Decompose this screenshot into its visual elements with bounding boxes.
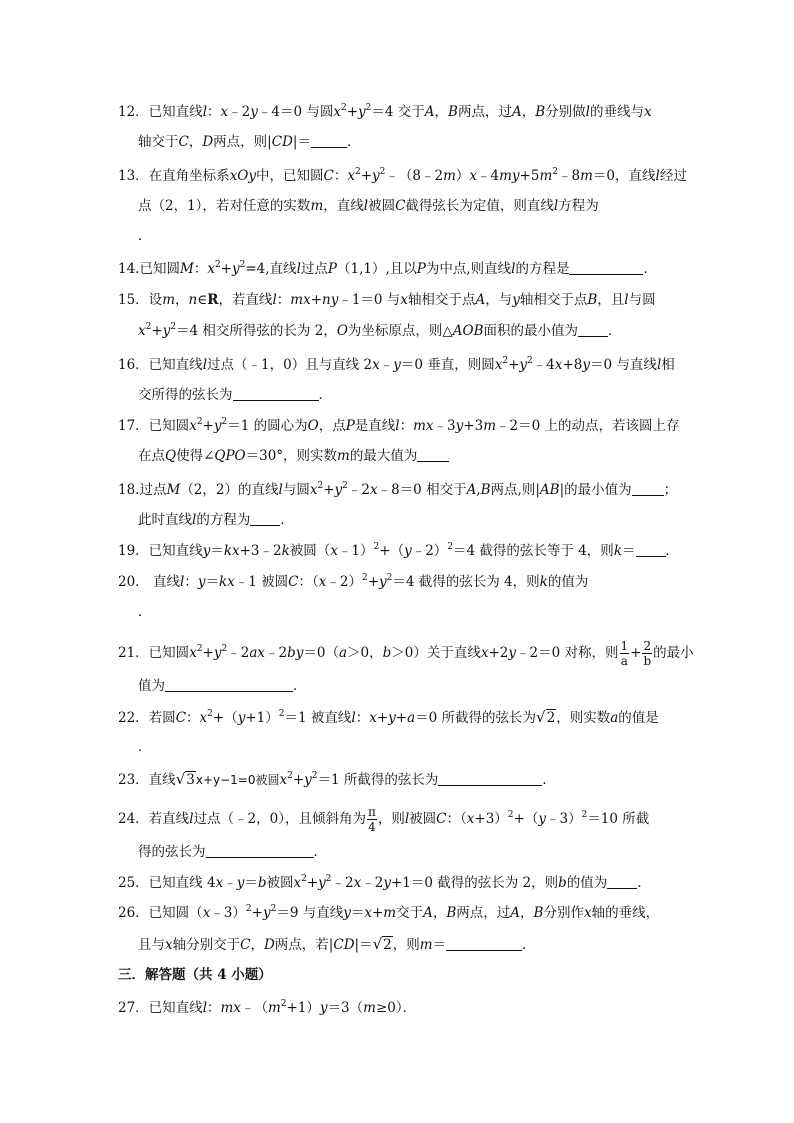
question-12-line-2: 轴交于C，D两点，则|CD|＝ ． xyxy=(138,134,361,150)
question-22-line-2: ． xyxy=(138,739,152,755)
fraction-1-over-a: $\frac{1}{a}$ xyxy=(620,639,629,668)
question-20-line-2: ． xyxy=(138,604,152,620)
question-18-line-2: 此时直线l的方程为 ． xyxy=(138,512,294,528)
question-13-line-2: 点（2，1），若对任意的实数m，直线l被圆C截得弦长为定值，则直线l方程为 xyxy=(138,198,599,214)
question-12-line-1: 12．已知直线l：x﹣2y﹣4＝0 与圆$x^2+y^2=4$ 交于A，B两点，过A，B分别做l的垂线与x xyxy=(118,103,652,120)
answer-blank xyxy=(446,937,522,951)
answer-blank xyxy=(233,387,319,401)
answer-blank xyxy=(438,772,542,786)
answer-blank xyxy=(607,875,637,889)
answer-blank xyxy=(250,512,280,526)
question-21-line-2: 值为 ． xyxy=(138,678,307,694)
question-15-line-2: $x^2+y^2=4$ 相交所得弦的长为 2，O为坐标原点，则△AOB面积的最小值为 ． xyxy=(138,322,622,339)
question-16-line-2: 交所得的弦长为 ． xyxy=(138,387,332,403)
question-27-line-1: 27．已知直线l：$mx﹣(m^2+1)y=3(m\ge 0)$． xyxy=(118,999,417,1016)
question-26-line-1: 26．已知圆$(x﹣3)^2+y^2=9$ 与直线y＝x+m交于A，B两点，过A，B分别作x轴的垂线， xyxy=(118,904,660,921)
answer-blank xyxy=(417,448,449,462)
sqrt-2: √2 xyxy=(536,708,556,726)
section-heading: 三．解答题（共 4 小题） xyxy=(118,967,272,983)
question-23-line-1: 23．直线√3x+y−1=0被圆$x^2+y^2=1$ 所截得的弦长为 ． xyxy=(118,770,556,788)
answer-blank xyxy=(311,134,347,148)
fraction-pi-over-4: $\frac{\pi}{4}$ xyxy=(367,805,376,834)
answer-blank xyxy=(165,678,293,692)
question-26-line-2: 且与x轴分别交于C，D两点，若|CD|＝√2，则m＝ ． xyxy=(138,935,536,953)
question-16-line-1: 16．已知直线l过点（﹣1，0）且与直线 2x﹣y＝0 垂直，则圆$x^2+y^2﹣4x+8y=0$ 与直线l相 xyxy=(118,356,675,373)
answer-blank xyxy=(632,482,664,496)
question-22-line-1: 22．若圆C：$x^2+(y+1)^2=1$ 被直线l：x+y+a＝0 所截得的弦长为√2，则实数a的值是 xyxy=(118,708,659,726)
question-13-line-3: ． xyxy=(138,228,152,244)
question-25-line-1: 25．已知直线 4x﹣y＝b被圆$x^2+y^2﹣2x﹣2y+1=0$ 截得的弦长为 2，则b的值为 ． xyxy=(118,874,651,891)
question-24-line-1: 24．若直线l过点（﹣2，0），且倾斜角为 $\frac{\pi}{4}$ ，则l被圆C：$(x+3)^2+(y﹣3)^2=10$ 所截 xyxy=(118,805,650,834)
answer-blank xyxy=(569,261,643,275)
question-17-line-2: 在点Q使得∠QPO＝30°，则实数m的最大值为 xyxy=(138,447,698,465)
sqrt-3: √3 xyxy=(175,770,195,788)
answer-blank xyxy=(578,323,608,337)
question-17-line-1: 17．已知圆$x^2+y^2=1$ 的圆心为O，点P是直线l：mx﹣3y+3m﹣2＝0 上的动点，若该圆上存 xyxy=(118,417,680,434)
sqrt-2: √2 xyxy=(372,935,392,953)
question-24-line-2: 得的弦长为 ． xyxy=(138,844,327,860)
question-19-line-1: 19．已知直线y＝kx+3﹣2k被圆（x﹣1）$^2$+（y﹣2）$^2$＝4 截得的弦长等于 4，则k＝ ． xyxy=(118,542,679,559)
question-18-line-1: 18.过点M（2，2）的直线l与圆$x^2+y^2﹣2x﹣8=0$ 相交于A,B两点,则|AB|的最小值为 ； xyxy=(118,481,678,498)
question-21-line-1: 21．已知圆$x^2+y^2﹣2ax﹣2by=0(a>0$，b＞0）关于直线x+2y﹣2＝0 对称，则 $\frac{1}{a}$ + $\frac{2}{b}$ 的最小 xyxy=(118,639,694,668)
answer-blank xyxy=(206,844,314,858)
answer-blank xyxy=(636,543,666,557)
question-14-line-1: 14.已知圆M：$x^2+y^2=4$,直线l过点P（1,1）,且以P为中点,则直线l的方程是 ． xyxy=(118,260,657,277)
question-13-line-1: 13．在直角坐标系xOy中，已知圆C：$x^2+y^2﹣(8﹣2m)x﹣4my+5m^2﹣8m=0$，直线l经过 xyxy=(118,167,687,184)
question-15-line-1: 15．设m，n∈R，若直线l：mx+ny﹣1＝0 与x轴相交于点A，与y轴相交于点B，且l与圆 xyxy=(118,292,656,308)
fraction-2-over-b: $\frac{2}{b}$ xyxy=(643,639,652,668)
question-20-line-1: 20． 直线l：y＝kx﹣1 被圆C：$(x﹣2)^2+y^2=4$ 截得的弦长为 4，则k的值为 xyxy=(118,573,589,590)
